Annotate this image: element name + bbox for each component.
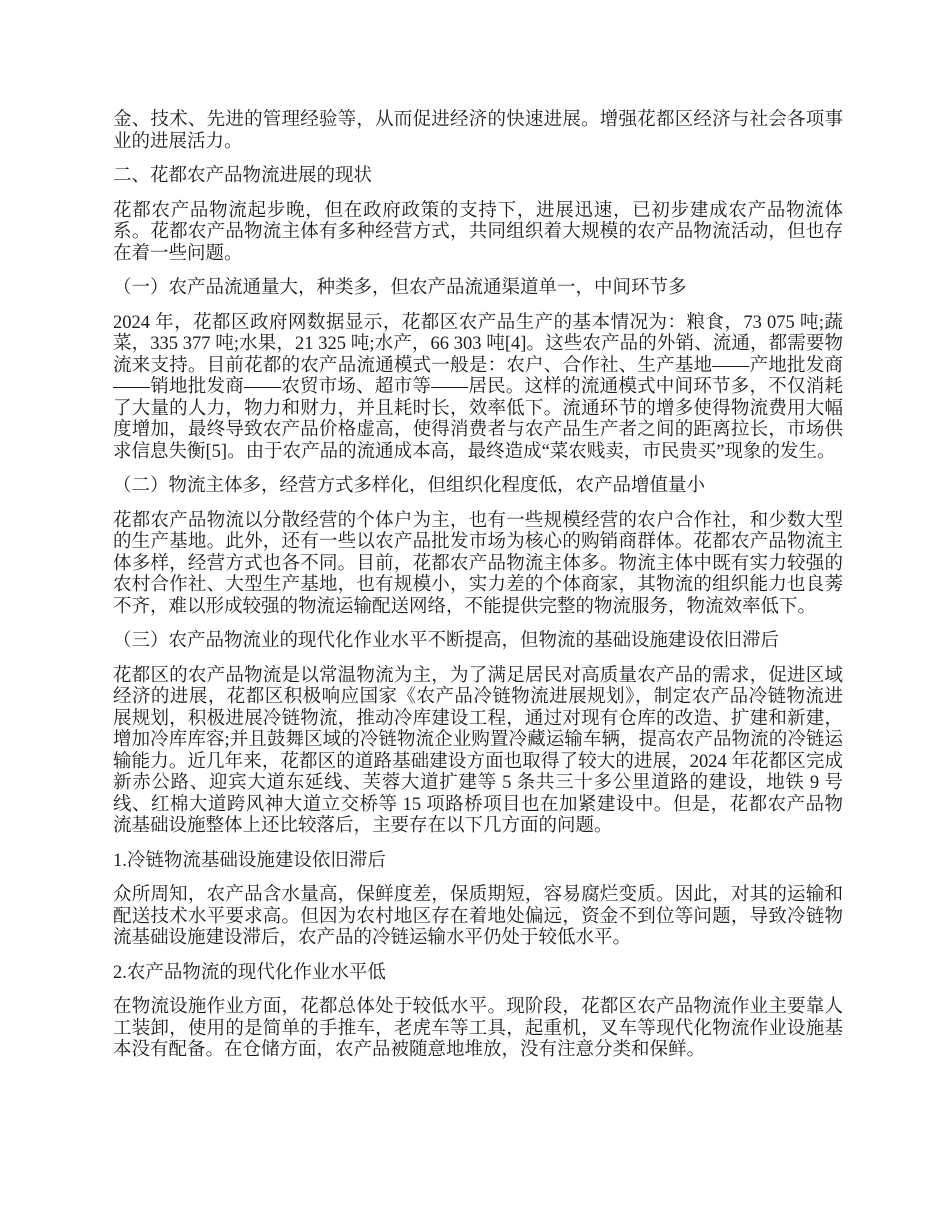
body-paragraph: 2024 年，花都区政府网数据显示，花都区农产品生产的基本情况为：粮食，73 075 吨;蔬菜，335 377 吨;水果，21 325 吨;水产，66 303 吨[4]。这些农产品的外销、流通，都需要物流来支持。目前花都的农产品流通模式一般是：农户、合作社、生产基地——产地批发商——销地批发商——农贸市场、超市等——居民。这样的流通模式中间环节多，不仅消耗了大量的人力，物力和财力，并且耗时长，效率低下。流通环节的增多使得物流费用大幅度增加，最终导致农产品价格虚高，使得消费者与农产品生产者之间的距离拉长，市场供求信息失衡[5]。由于农产品的流通成本高，最终造成“菜农贱卖，市民贵买”现象的发生。 <box>113 312 843 462</box>
body-paragraph-continuation: 金、技术、先进的管理经验等，从而促进经济的快速进展。增强花都区经济与社会各项事业的进展活力。 <box>113 110 843 152</box>
section-heading: 二、花都农产品物流进展的现状 <box>113 166 373 186</box>
body-paragraph: 花都农产品物流起步晚，但在政府政策的支持下，进展迅速，已初步建成农产品物流体系。花都农产品物流主体有多种经营方式，共同组织着大规模的农产品物流活动，但也存在着一些问题。 <box>113 200 843 264</box>
body-paragraph: 众所周知，农产品含水量高，保鲜度差，保质期短，容易腐烂变质。因此，对其的运输和配送技术水平要求高。但因为农村地区存在着地处偏远，资金不到位等问题，导致冷链物流基础设施建设滞后，农产品的冷链运输水平仍处于较低水平。 <box>113 885 843 948</box>
body-paragraph: 在物流设施作业方面，花都总体处于较低水平。现阶段，花都区农产品物流作业主要靠人工装卸，使用的是简单的手推车，老虎车等工具，起重机，叉车等现代化物流作业设施基本没有配备。在仓储方面，农产品被随意地堆放，没有注意分类和保鲜。 <box>113 997 843 1060</box>
body-paragraph: 花都农产品物流以分散经营的个体户为主，也有一些规模经营的农户合作社，和少数大型的生产基地。此外，还有一些以农产品批发市场为核心的购销商群体。花都农产品物流主体多样，经营方式也各不同。目前，花都农产品物流主体多。物流主体中既有实力较强的农村合作社、大型生产基地，也有规模小，实力差的个体商家，其物流的组织能力也良莠不齐，难以形成较强的物流运输配送网络，不能提供完整的物流服务，物流效率低下。 <box>113 510 843 617</box>
subsection-heading-1: （一）农产品流通量大，种类多，但农产品流通渠道单一，中间环节多 <box>113 278 687 298</box>
subsection-heading-2: （二）物流主体多，经营方式多样化，但组织化程度低，农产品增值量小 <box>113 476 706 496</box>
numbered-heading-1: 1.冷链物流基础设施建设依旧滞后 <box>113 850 386 871</box>
body-paragraph: 花都区的农产品物流是以常温物流为主，为了满足居民对高质量农产品的需求，促进区域经济的进展，花都区积极响应国家《农产品冷链物流进展规划》，制定农产品冷链物流进展规划，积极进展冷链物流，推动冷库建设工程，通过对现有仓库的改造、扩建和新建，增加冷库库容;并且鼓舞区域的冷链物流企业购置冷藏运输车辆，提高农产品物流的冷链运输能力。近几年来，花都区的道路基础建设方面也取得了较大的进展，2024 年花都区完成新赤公路、迎宾大道东延线、芙蓉大道扩建等 5 条共三十多公里道路的建设，地铁 9 号线、红棉大道跨风神大道立交桥等 15 项路桥项目也在加紧建设中。但是，花都农产品物流基础设施整体上还比较落后，主要存在以下几方面的问题。 <box>113 665 843 836</box>
numbered-heading-2: 2.农产品物流的现代化作业水平低 <box>113 962 386 983</box>
subsection-heading-3: （三）农产品物流业的现代化作业水平不断提高，但物流的基础设施建设依旧滞后 <box>113 631 780 651</box>
